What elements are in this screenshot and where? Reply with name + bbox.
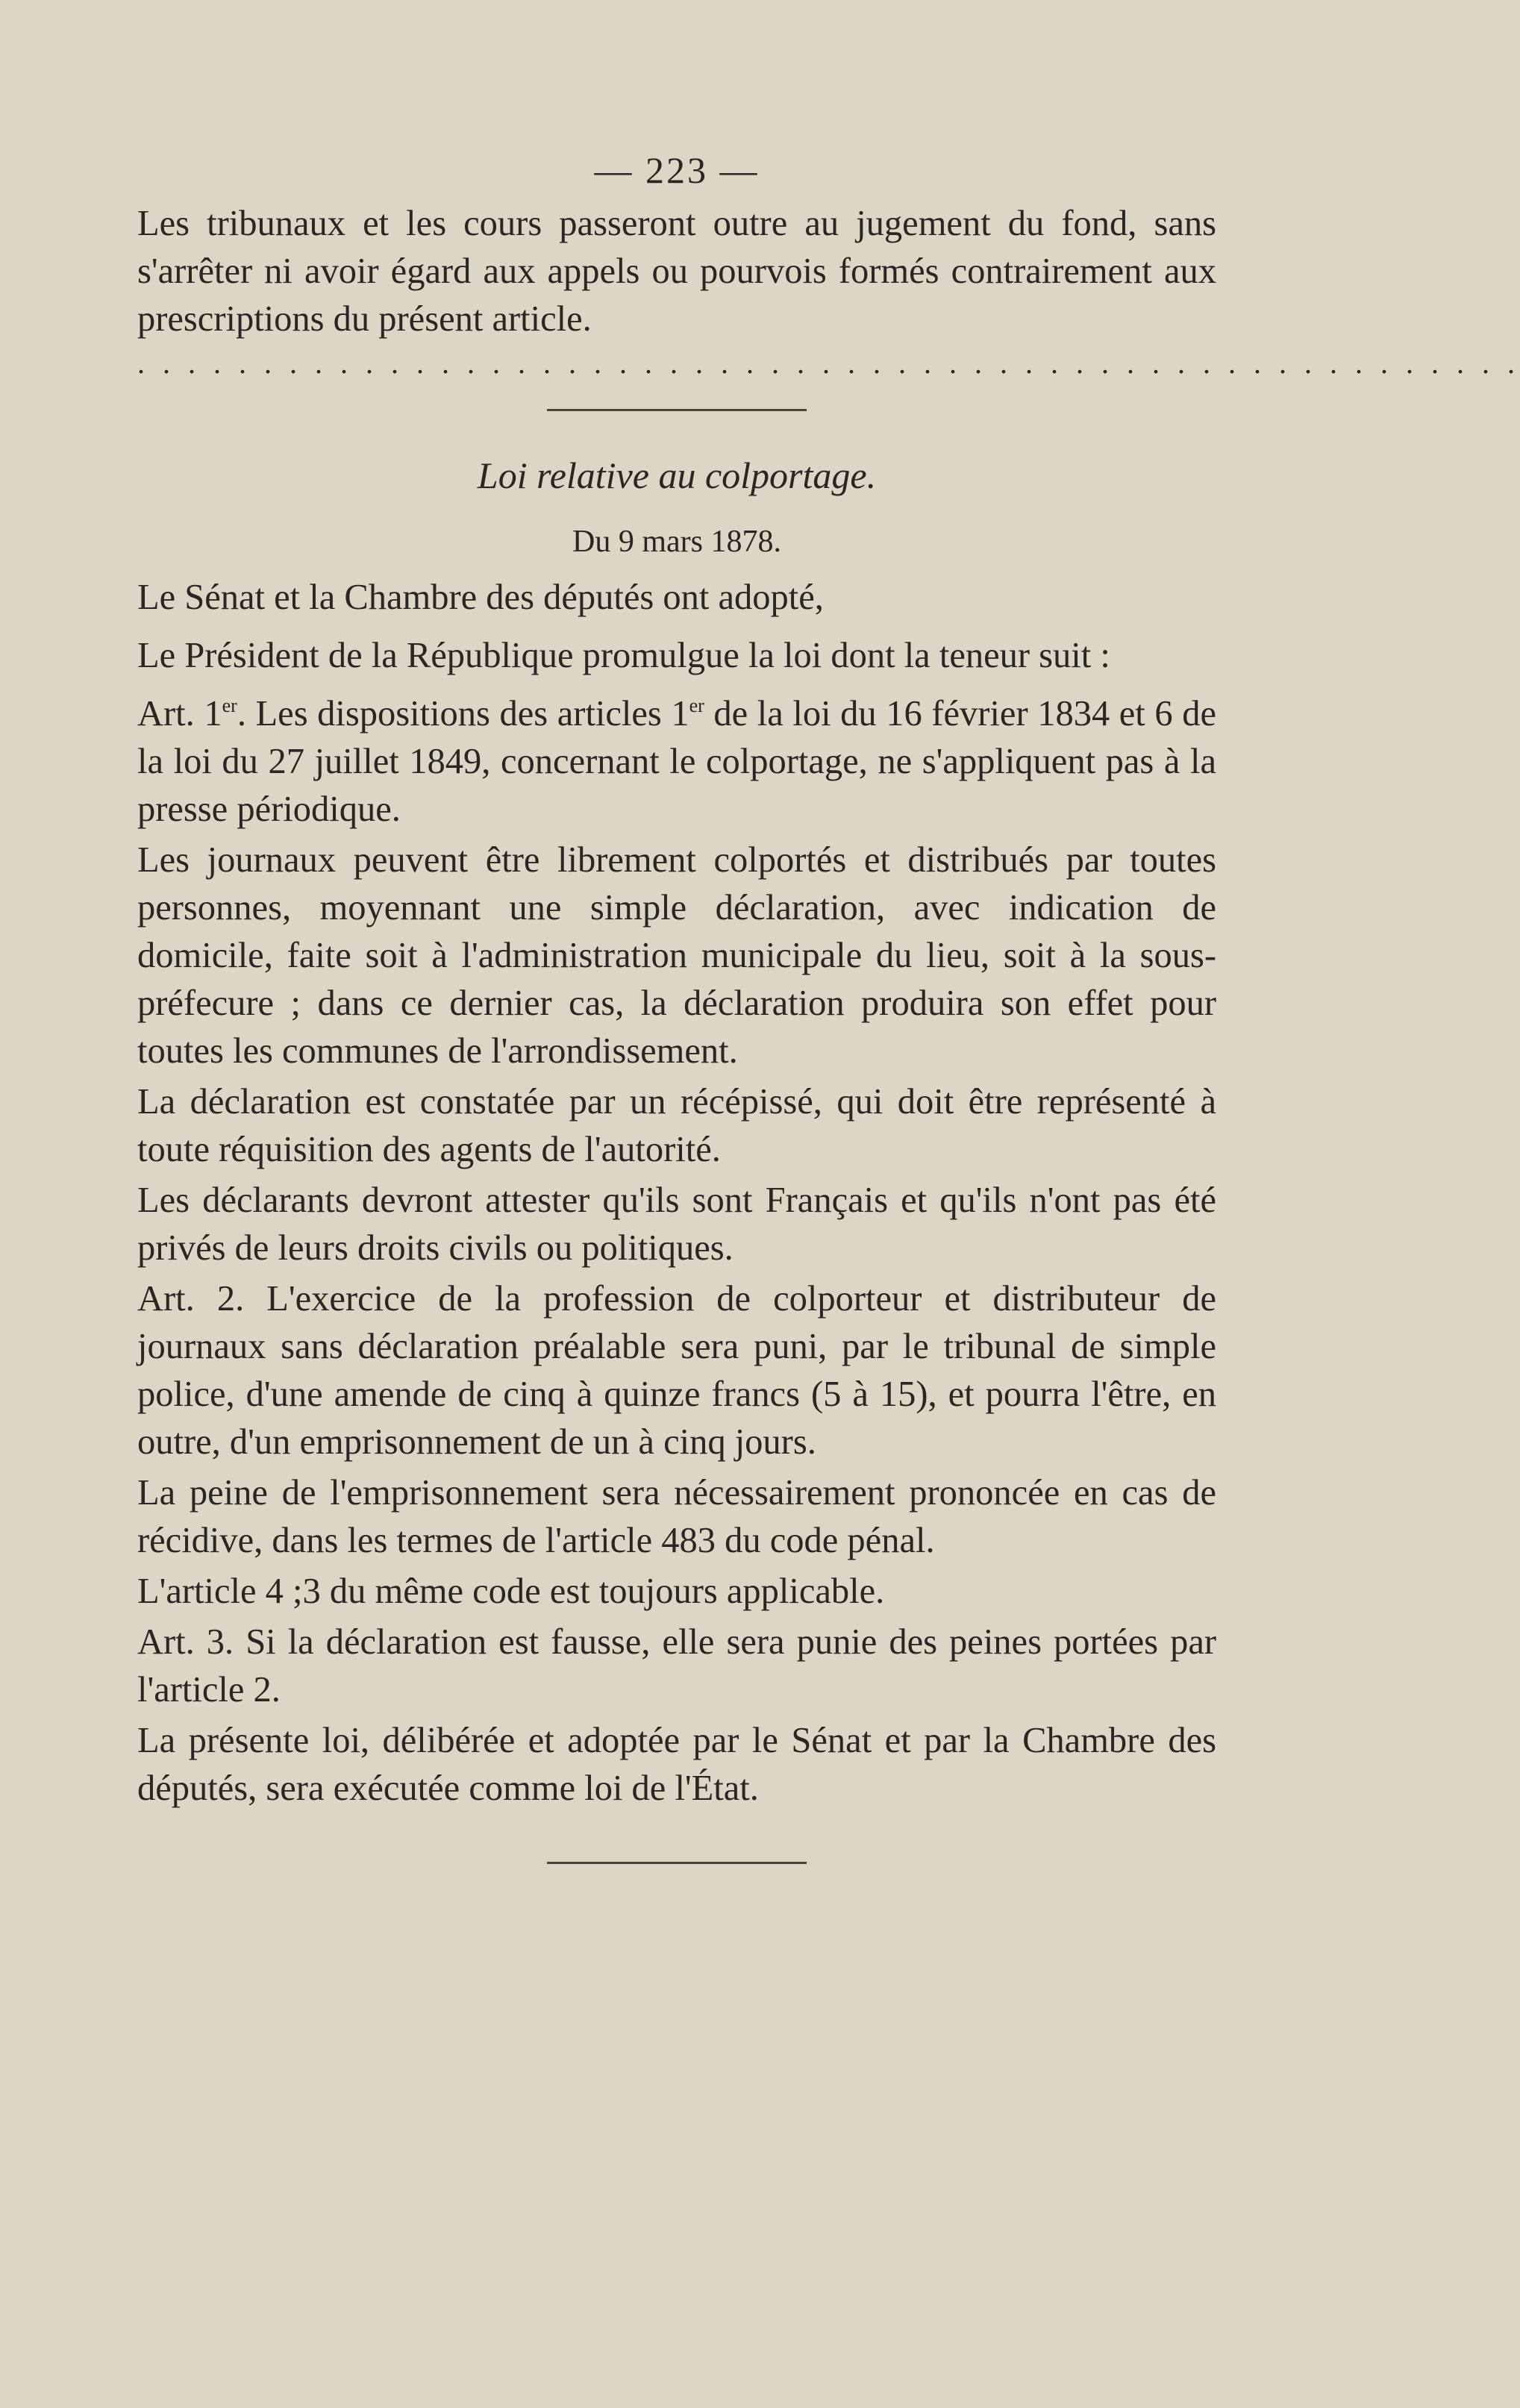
- article-3: Art. 3. Si la déclaration est fausse, elle sera punie des peines portées par l'article 2.: [137, 1622, 1216, 1710]
- article-1-sup2: er: [689, 695, 704, 716]
- paragraph-journaux: Les journaux peuvent être librement colportés et distribués par toutes personnes, moyennant une simple déclaration, avec indication de domicile, faite soit à l'administration municipale du lieu, soit à la sous-préfecure ; dans ce dernier cas, la déclaration produira son effet pour toutes les communes de l'arrondissement.: [137, 840, 1216, 1071]
- section-rule-bottom: [547, 1862, 807, 1864]
- intro-paragraph: Les tribunaux et les cours passeront outre au jugement du fond, sans s'arrêter ni avoir égard aux appels ou pourvois formés contrairement aux prescriptions du présent article.: [137, 204, 1216, 339]
- paragraph-final: La présente loi, délibérée et adoptée par le Sénat et par la Chambre des députés, sera exécutée comme loi de l'État.: [137, 1721, 1216, 1808]
- paragraph-peine: La peine de l'emprisonnement sera nécessairement prononcée en cas de récidive, dans les termes de l'article 483 du code pénal.: [137, 1473, 1216, 1560]
- article-2: Art. 2. L'exercice de la profession de colporteur et distributeur de journaux sans déclaration préalable sera puni, par le tribunal de simple police, d'une amende de cinq à quinze francs (5 à 15), et pourra l'être, en outre, d'un emprisonnement de un à cinq jours.: [137, 1279, 1216, 1462]
- article-1-number: Art. 1: [137, 694, 222, 734]
- paragraph-declaration: La déclaration est constatée par un récépissé, qui doit être représenté à toute réquisition des agents de l'autorité.: [137, 1082, 1216, 1169]
- law-date: Du 9 mars 1878.: [572, 525, 781, 559]
- article-1-text-a: . Les dispositions des articles 1: [237, 694, 689, 734]
- preamble-senate: Le Sénat et la Chambre des députés ont adopté,: [137, 578, 824, 617]
- article-1-text-b: de la loi du 16 février 1834 et 6 de la loi du 27 juillet 1849, concernant le colportage, ne s'appliquent pas à la presse périodique.: [137, 694, 1216, 829]
- paragraph-article-463: L'article 4 ;3 du même code est toujours applicable.: [137, 1572, 885, 1611]
- text-column: [137, 142, 1520, 1864]
- article-1: [137, 690, 1216, 834]
- preamble-president: Le Président de la République promulgue la loi dont la teneur suit :: [137, 636, 1110, 675]
- article-1-sup: er: [222, 695, 237, 716]
- section-rule-top: [547, 409, 807, 411]
- ellipsis-separator: . . . . . . . . . . . . . . . . . . . . . . . . . . . . . . . . . . . . . . . . . . . . . . . . . . . . . . .: [137, 346, 1520, 380]
- paragraph-declarants: Les déclarants devront attester qu'ils sont Français et qu'ils n'ont pas été privés de leurs droits civils ou politiques.: [137, 1180, 1216, 1268]
- page-number: — 223 —: [594, 149, 760, 191]
- law-title: Loi relative au colportage.: [477, 454, 877, 496]
